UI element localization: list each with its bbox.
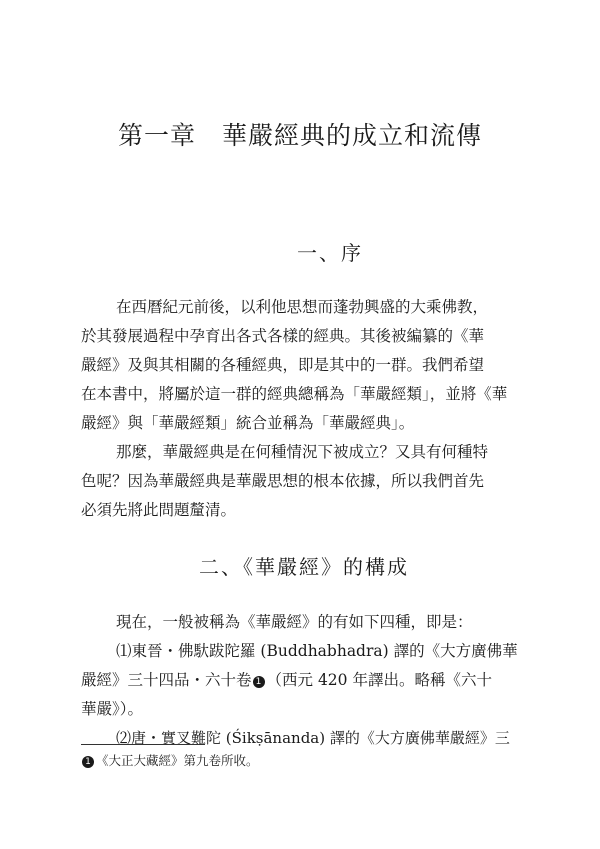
paragraph-line: 嚴經》及與其相關的各種經典，即是其中的一群。我們希望 [81, 356, 485, 374]
paragraph-line: 那麼，華嚴經典是在何種情況下被成立？又具有何種特 [116, 443, 489, 461]
paragraph-text: 嚴經》三十四品・六十卷 [81, 671, 252, 689]
paragraph-line: 嚴經》與「華嚴經類」統合並稱為「華嚴經典」。 [81, 414, 415, 432]
paragraph-line: 在本書中，將屬於這一群的經典總稱為「華嚴經類」，並將《華 [81, 385, 508, 403]
footnote-text: 《大正大藏經》第九卷所收。 [96, 753, 259, 768]
paragraph-line: 必須先將此問題釐清。 [81, 501, 237, 519]
paragraph-line: 現在，一般被稱為《華嚴經》的有如下四種，即是： [116, 613, 473, 631]
paragraph-line: ⑵唐・實叉難陀 (Śikṣānanda) 譯的《大方廣佛華嚴經》三 [116, 729, 510, 747]
paragraph-line: 於其發展過程中孕育出各式各樣的經典。其後被編纂的《華 [81, 327, 485, 345]
paragraph-line: 色呢？因為華嚴經典是華嚴思想的根本依據，所以我們首先 [81, 472, 485, 490]
footnote-number-icon: 1 [82, 756, 94, 768]
section-heading-preface: 一、序 [297, 241, 363, 265]
chapter-title: 第一章 華嚴經典的成立和流傳 [117, 121, 482, 150]
paragraph-line: 華嚴》）。 [81, 700, 144, 718]
paragraph-line: ⑴東晉・佛馱跋陀羅 (Buddhabhadra) 譯的《大方廣佛華 [116, 642, 518, 660]
paragraph-line-with-note [81, 670, 492, 690]
paragraph-text: （西元 420 年譯出。略稱《六十 [266, 671, 492, 689]
section-heading-composition: 二、《華嚴經》的構成 [199, 555, 409, 579]
paragraph-line: 在西曆紀元前後，以利他思想而蓬勃興盛的大乘佛教， [116, 298, 489, 316]
footnote [81, 753, 259, 769]
footnote-marker-icon[interactable]: 1 [253, 676, 265, 688]
footnote-divider [81, 744, 205, 745]
